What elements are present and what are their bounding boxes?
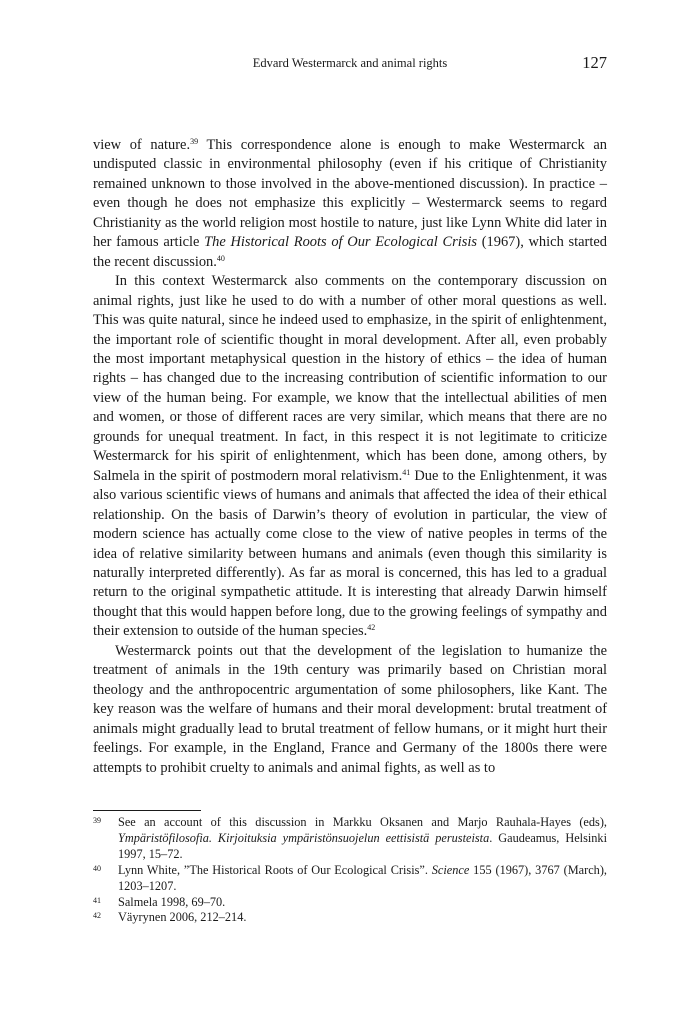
footnote-number: 40 — [93, 863, 101, 873]
footnote-journal: Science — [431, 862, 470, 877]
footnotes — [93, 815, 607, 926]
paragraph-text: (1967), which started the recent discussion. — [93, 234, 607, 270]
main-text — [93, 136, 607, 778]
footnote-40 — [93, 863, 607, 895]
footnote-text: Lynn White, ”The Historical Roots of Our Ecological Crisis”. — [118, 862, 432, 877]
footnote-41 — [93, 895, 607, 911]
running-title: Edvard Westermarck and animal rights — [252, 56, 448, 70]
paragraph-text: Due to the Enlightenment, it was also various scientific views of humans and animals that affected the idea of their ethical relationship. On the basis of Darwin’s theory of evolution in particular, the view of modern science has actually come close to the view of native peoples in terms of the idea of relative similarity between humans and animals (even though this similarity is naturally interpreted differently). As far as moral is concerned, this has led to a gradual return to the original sympathetic attitude. It is interesting that already Darwin himself thought that this would happen before long, due to the growing feelings of sympathy and their extension to outside of the human species. — [93, 467, 607, 640]
footnote-ref-42[interactable]: 42 — [367, 623, 376, 633]
paragraph-text: Westermarck points out that the development of the legislation to humanize the treatment of animals in the 19th century was primarily based on Christian moral theology and the anthropocentric argumentation of some philosophers, like Kant. The key reason was the welfare of humans and their moral development: brutal treatment of animals might gradually lead to brutal treatment of fellow humans, or it might hurt their feelings. For example, in the England, France and Germany of the 1800s there were attempts to prohibit cruelty to animals and animal fights, as well as to — [93, 642, 607, 776]
page-number: 127 — [582, 53, 607, 72]
footnote-text: Salmela 1998, 69–70. — [118, 894, 226, 909]
paragraph-1 — [93, 136, 607, 272]
footnote-39 — [93, 815, 607, 863]
footnote-42 — [93, 910, 607, 926]
footnote-text: See an account of this discussion in Markku Oksanen and Marjo Rauhala-Hayes (eds), — [118, 815, 607, 829]
footnote-text: Väyrynen 2006, 212–214. — [118, 910, 247, 925]
paragraph-2 — [93, 272, 607, 642]
footnote-ref-41[interactable]: 41 — [402, 467, 411, 477]
footnote-ref-39[interactable]: 39 — [190, 137, 199, 146]
footnote-book-title: Ympäristöfilosofia. Kirjoituksia ympäristönsuojelun eettisistä perusteista — [118, 830, 490, 845]
footnote-ref-40[interactable]: 40 — [216, 253, 225, 263]
running-head — [93, 55, 607, 75]
article-title: The Historical Roots of Our Ecological Crisis — [204, 234, 477, 251]
footnote-number: 42 — [93, 911, 101, 921]
paragraph-text: view of nature. — [93, 137, 191, 153]
footnote-text: . Gaudeamus, Helsinki 1997, 15–72. — [118, 830, 607, 861]
paragraph-text: In this context Westermarck also comments on the contemporary discussion on animal rights, just like he used to do with a number of other moral questions as well. This was quite natural, since he indeed used to emphasize, in the spirit of enlightenment, the important role of scientific thought in moral development. After all, even probably the most important metaphysical question in the history of ethics – the idea of human rights – has changed due to the increasing contribution of scientific information to our view of the human being. For example, we know that the intellectual abilities of men and women, or those of different races are very similar, which means that there are no grounds for unequal treatment. In fact, in this respect it is not legitimate to criticize Westermarck for his spirit of enlightenment, which has been done, among others, by Salmela in the spirit of postmodern moral relativism. — [93, 273, 607, 484]
footnote-divider — [93, 810, 201, 811]
paragraph-3 — [93, 642, 607, 778]
footnote-number: 39 — [93, 816, 101, 825]
footnote-number: 41 — [93, 895, 101, 905]
footnote-text: 155 (1967), 3767 (March), 1203–1207. — [118, 862, 607, 893]
paragraph-text: This correspondence alone is enough to make Westermarck an undisputed classic in environmental philosophy (even if his critique of Christianity remained unknown to those involved in the above-mentioned discussion). In practice – even though he does not emphasize this explicitly – Westermarck seems to regard Christianity as the world religion most hostile to nature, just like Lynn White did later in her famous article — [93, 137, 607, 251]
